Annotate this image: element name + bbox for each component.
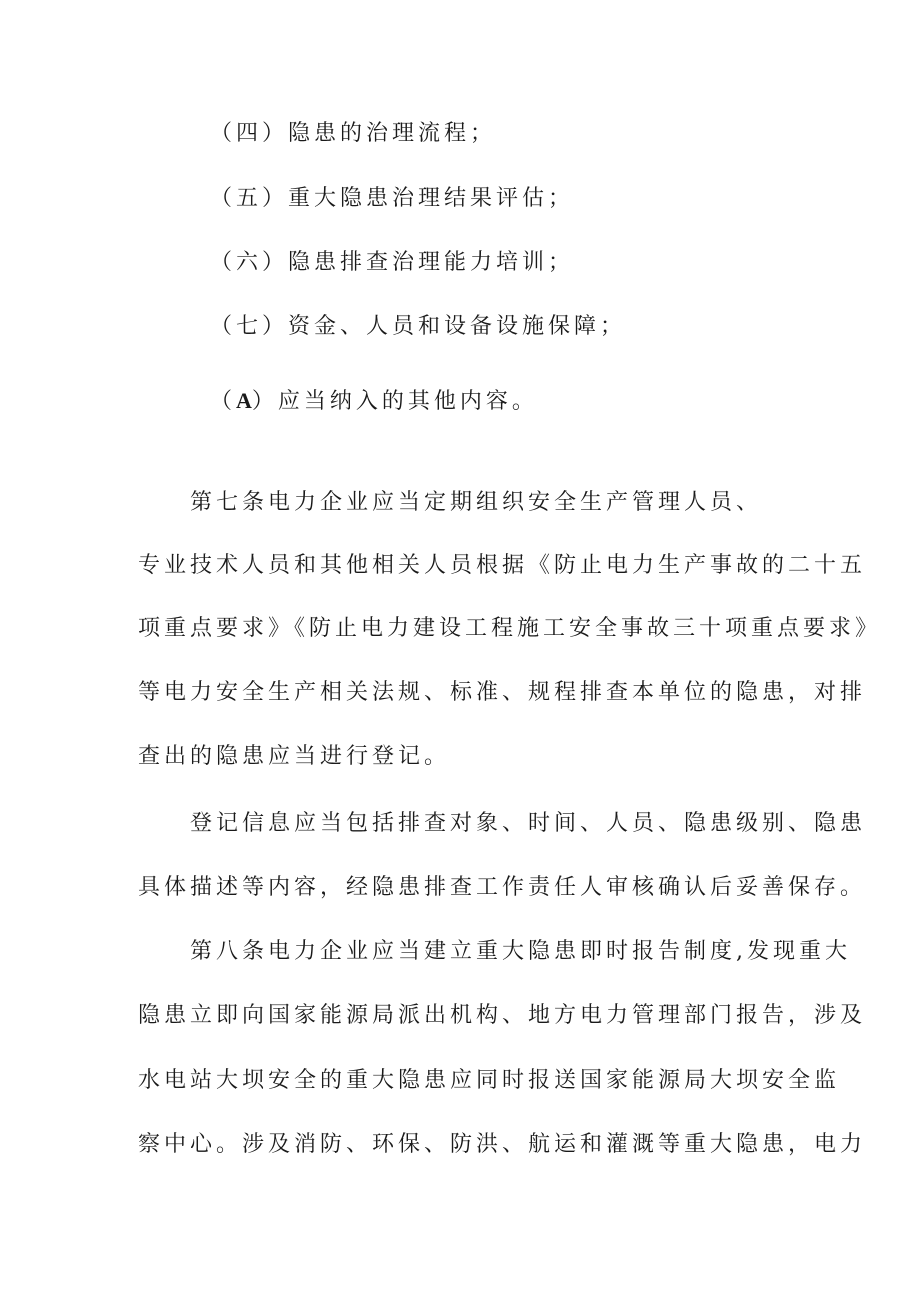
list-item-a bbox=[210, 386, 538, 417]
list-item-a-text: ）应当纳入的其他内容。 bbox=[251, 389, 538, 414]
article7-line-3: 项重点要求》《防止电力建设工程施工安全事故三十项重点要求》 bbox=[138, 616, 882, 641]
article8-line-4: 察中心。涉及消防、环保、防洪、航运和灌溉等重大隐患，电力 bbox=[138, 1132, 867, 1157]
list-item-6: （六）隐患排查治理能力培训； bbox=[210, 250, 575, 275]
article8-line-2: 隐患立即向国家能源局派出机构、地方电力管理部门报告，涉及 bbox=[138, 1003, 867, 1028]
registration-line-2: 具体描述等内容，经隐患排查工作责任人审核确认后妥善保存。 bbox=[138, 875, 867, 900]
article8-line-3: 水电站大坝安全的重大隐患应同时报送国家能源局大坝安全监 bbox=[138, 1068, 841, 1093]
list-item-7: （七）资金、人员和设备设施保障； bbox=[210, 314, 627, 339]
article7-line-2: 专业技术人员和其他相关人员根据《防止电力生产事故的二十五 bbox=[138, 553, 867, 578]
article7-line-4: 等电力安全生产相关法规、标准、规程排查本单位的隐患，对排 bbox=[138, 680, 867, 705]
list-item-a-open: （ bbox=[210, 389, 237, 414]
article8-line-1: 第八条电力企业应当建立重大隐患即时报告制度,发现重大 bbox=[190, 939, 851, 964]
list-item-5: （五）重大隐患治理结果评估； bbox=[210, 186, 575, 211]
list-item-a-letter: A bbox=[236, 388, 252, 413]
registration-line-1: 登记信息应当包括排查对象、时间、人员、隐患级别、隐患 bbox=[190, 811, 867, 836]
article7-line-5: 查出的隐患应当进行登记。 bbox=[138, 744, 451, 769]
list-item-4: （四）隐患的治理流程； bbox=[210, 121, 497, 146]
article7-line-1: 第七条电力企业应当定期组织安全生产管理人员、 bbox=[190, 490, 763, 515]
